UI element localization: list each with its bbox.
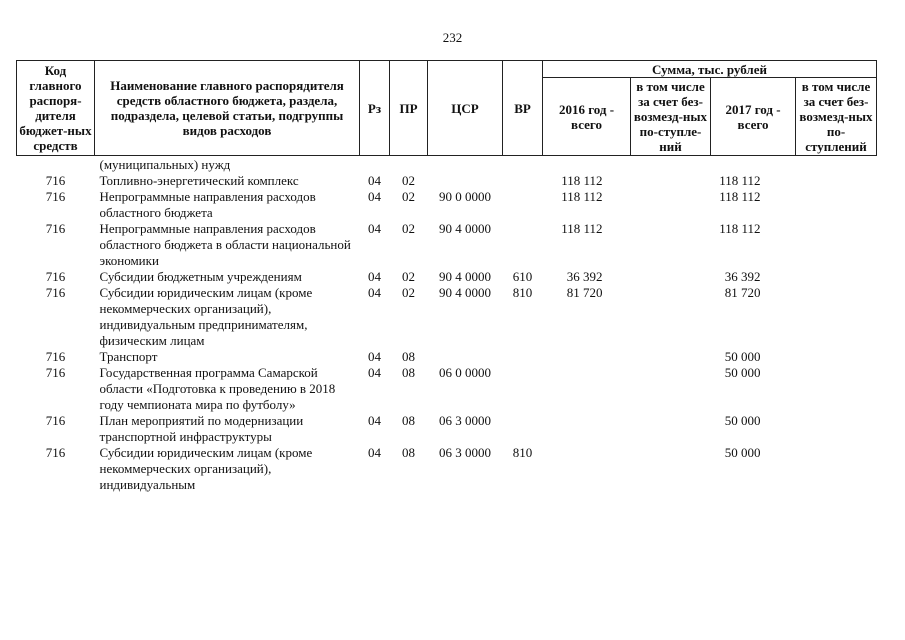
header-rz: Рз xyxy=(360,61,390,156)
table-row xyxy=(17,221,877,269)
row-pr: 02 xyxy=(402,189,415,204)
row-csr xyxy=(428,173,503,189)
row-csr xyxy=(428,349,503,365)
row-code xyxy=(17,156,95,174)
row-2016-grants xyxy=(631,445,711,493)
row-csr: 90 4 0000 xyxy=(439,269,491,284)
row-rz: 04 xyxy=(368,173,381,188)
row-pr xyxy=(390,156,428,174)
row-code: 716 xyxy=(45,413,66,428)
row-2017-grants xyxy=(796,285,877,349)
row-vr xyxy=(503,413,543,445)
row-2016-total xyxy=(543,413,631,445)
row-pr: 08 xyxy=(402,413,415,428)
row-csr: 90 0 0000 xyxy=(439,189,491,204)
row-csr: 06 3 0000 xyxy=(439,413,491,428)
row-pr: 02 xyxy=(402,221,415,236)
row-2017-grants xyxy=(796,173,877,189)
table-body xyxy=(17,156,877,494)
header-sum: Сумма, тыс. рублей xyxy=(543,61,877,78)
table-row xyxy=(17,445,877,493)
row-2016-grants xyxy=(631,269,711,285)
row-code: 716 xyxy=(45,189,66,204)
row-vr: 610 xyxy=(512,269,533,284)
row-2016-total: 118 112 xyxy=(561,221,603,236)
row-vr: 810 xyxy=(512,445,533,460)
header-pr: ПР xyxy=(390,61,428,156)
row-name: Непрограммные направления расходов областного бюджета xyxy=(99,189,316,220)
header-vr: ВР xyxy=(503,61,543,156)
row-2017-grants xyxy=(796,156,877,174)
row-2016-total: 36 392 xyxy=(566,269,603,284)
row-rz xyxy=(360,156,390,174)
row-2017-grants xyxy=(796,349,877,365)
row-2017-grants xyxy=(796,413,877,445)
row-2016-grants xyxy=(631,173,711,189)
row-rz: 04 xyxy=(368,445,381,460)
row-name: Субсидии юридическим лицам (кроме некоммерческих организаций), индивидуальным предпринимателям, физическим лицам xyxy=(99,285,313,348)
header-2016-grants: в том числе за счет без-возмезд-ных по-ступле-ний xyxy=(631,78,711,156)
row-csr xyxy=(428,156,503,174)
header-2016-total: 2016 год - всего xyxy=(543,78,631,156)
row-2016-grants xyxy=(631,189,711,221)
row-2017-total: 50 000 xyxy=(724,365,761,380)
row-2016-total: 118 112 xyxy=(561,189,603,204)
row-csr: 90 4 0000 xyxy=(439,221,491,236)
row-2016-total xyxy=(543,349,631,365)
row-2017-total: 50 000 xyxy=(724,413,761,428)
table-row xyxy=(17,189,877,221)
row-2017-total xyxy=(711,156,796,174)
header-2017-grants: в том числе за счет без-возмезд-ных по-ступлений xyxy=(796,78,877,156)
row-2016-total: 118 112 xyxy=(561,173,603,188)
row-vr xyxy=(503,156,543,174)
table-row xyxy=(17,173,877,189)
row-rz: 04 xyxy=(368,413,381,428)
row-2017-grants xyxy=(796,189,877,221)
row-2017-total: 50 000 xyxy=(724,445,761,460)
budget-table xyxy=(16,60,877,493)
row-pr: 08 xyxy=(402,349,415,364)
row-2017-grants xyxy=(796,269,877,285)
row-code: 716 xyxy=(45,269,66,284)
row-csr: 90 4 0000 xyxy=(439,285,491,300)
row-pr: 02 xyxy=(402,269,415,284)
table-row xyxy=(17,156,877,174)
row-vr xyxy=(503,189,543,221)
row-name: (муниципальных) нужд xyxy=(99,157,231,172)
row-2017-total: 118 112 xyxy=(719,221,761,236)
header-2017-total: 2017 год - всего xyxy=(711,78,796,156)
row-2016-total xyxy=(543,365,631,413)
row-name: Непрограммные направления расходов областного бюджета в области национальной экономики xyxy=(99,221,351,268)
row-2016-grants xyxy=(631,285,711,349)
table-row xyxy=(17,269,877,285)
row-code: 716 xyxy=(45,445,66,460)
row-vr xyxy=(503,221,543,269)
row-2017-grants xyxy=(796,221,877,269)
row-csr: 06 0 0000 xyxy=(439,365,491,380)
row-rz: 04 xyxy=(368,221,381,236)
row-2017-grants xyxy=(796,445,877,493)
table-row xyxy=(17,349,877,365)
row-csr: 06 3 0000 xyxy=(439,445,491,460)
header-name: Наименование главного распорядителя средств областного бюджета, раздела, подраздела, целевой статьи, подгруппы видов расходов xyxy=(95,61,360,156)
row-2016-grants xyxy=(631,413,711,445)
row-code: 716 xyxy=(45,221,66,236)
row-2017-total: 50 000 xyxy=(724,349,761,364)
row-name: Субсидии юридическим лицам (кроме некоммерческих организаций), индивидуальным xyxy=(99,445,313,492)
row-2016-grants xyxy=(631,365,711,413)
row-2016-grants xyxy=(631,349,711,365)
row-code: 716 xyxy=(45,173,66,188)
row-vr xyxy=(503,349,543,365)
row-2016-total xyxy=(543,445,631,493)
row-2017-grants xyxy=(796,365,877,413)
page-number: 232 xyxy=(442,30,463,45)
row-vr xyxy=(503,173,543,189)
row-code: 716 xyxy=(45,365,66,380)
row-rz: 04 xyxy=(368,349,381,364)
row-2016-total: 81 720 xyxy=(566,285,603,300)
table-row xyxy=(17,413,877,445)
row-rz: 04 xyxy=(368,269,381,284)
row-pr: 02 xyxy=(402,285,415,300)
table-row xyxy=(17,365,877,413)
row-2016-grants xyxy=(631,156,711,174)
header-csr: ЦСР xyxy=(428,61,503,156)
row-vr: 810 xyxy=(512,285,533,300)
row-2016-grants xyxy=(631,221,711,269)
row-pr: 08 xyxy=(402,365,415,380)
row-2017-total: 118 112 xyxy=(719,189,761,204)
row-pr: 08 xyxy=(402,445,415,460)
row-name: Субсидии бюджетным учреждениям xyxy=(99,269,302,284)
table-row xyxy=(17,285,877,349)
row-name: Государственная программа Самарской области «Подготовка к проведению в 2018 году чемпионата мира по футболу» xyxy=(99,365,336,412)
row-2016-total xyxy=(543,156,631,174)
table-header xyxy=(17,61,877,156)
row-code: 716 xyxy=(45,285,66,300)
row-pr: 02 xyxy=(402,173,415,188)
row-code: 716 xyxy=(45,349,66,364)
row-name: План мероприятий по модернизации транспортной инфраструктуры xyxy=(99,413,304,444)
row-rz: 04 xyxy=(368,189,381,204)
row-2017-total: 36 392 xyxy=(724,269,761,284)
row-name: Транспорт xyxy=(99,349,158,364)
header-code: Код главного распоря-дителя бюджет-ных средств xyxy=(17,61,95,156)
row-name: Топливно-энергетический комплекс xyxy=(99,173,299,188)
row-rz: 04 xyxy=(368,365,381,380)
row-rz: 04 xyxy=(368,285,381,300)
row-2017-total: 118 112 xyxy=(719,173,761,188)
row-vr xyxy=(503,365,543,413)
row-2017-total: 81 720 xyxy=(724,285,761,300)
